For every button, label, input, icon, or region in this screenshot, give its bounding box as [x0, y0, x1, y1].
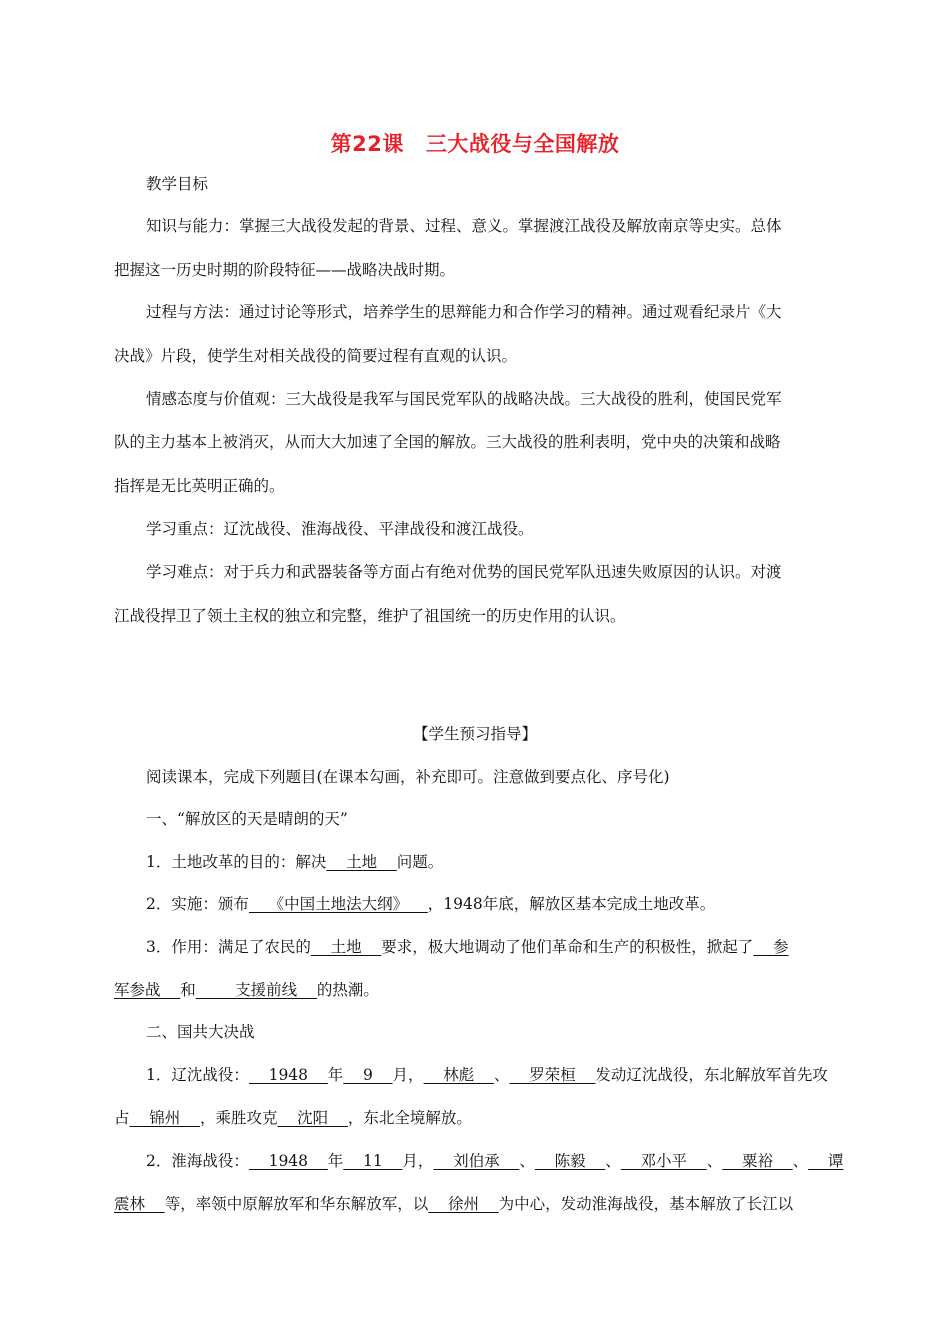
s1-question-1: 1．土地改革的目的：解决 土地 问题。 [146, 853, 444, 871]
process-line-1: 过程与方法：通过讨论等形式，培养学生的思辩能力和合作学习的精神。通过观看纪录片《大 [146, 303, 782, 321]
section-1-title: 一、“解放区的天是晴朗的天” [146, 810, 348, 828]
lesson-number: 第22课 [330, 132, 404, 156]
preview-heading: 【学生预习指导】 [412, 725, 537, 743]
answer-blank: 锦州 [129, 1109, 200, 1127]
answer-blank: 邓小平 [620, 1152, 707, 1170]
difficulty-line-2: 江战役捍卫了领土主权的独立和完整，维护了祖国统一的历史作用的认识。 [114, 607, 626, 625]
process-line-2: 决战》片段，使学生对相关战役的简要过程有直观的认识。 [114, 347, 518, 365]
lesson-title [0, 128, 950, 158]
preview-intro: 阅读课本，完成下列题目(在课本勾画，补充即可。注意做到要点化、序号化) [146, 768, 670, 786]
answer-blank: 土地 [310, 938, 382, 956]
section-2-title: 二、国共大决战 [146, 1023, 255, 1041]
answer-blank: 土地 [326, 853, 397, 871]
emotion-line-3: 指挥是无比英明正确的。 [114, 477, 285, 495]
answer-blank: 沈阳 [277, 1109, 348, 1127]
answer-blank: 粟裕 [722, 1152, 793, 1170]
answer-blank: 军参战 [114, 981, 181, 999]
answer-blank: 《中国土地法大纲》 [248, 895, 428, 913]
key-points: 学习重点：辽沈战役、淮海战役、平津战役和渡江战役。 [146, 520, 534, 538]
s1-question-3-line-1: 3．作用：满足了农民的 土地 要求，极大地调动了他们革命和生产的积极性，掀起了 参 [146, 938, 789, 956]
answer-blank: 陈毅 [534, 1152, 606, 1170]
answer-blank: 林彪 [423, 1066, 494, 1084]
s2-question-1-line-1: 1．辽沈战役： 1948 年 9 月， 林彪 、 罗荣桓 发动辽沈战役，东北解放军首先攻 [146, 1066, 828, 1084]
answer-blank: 支援前线 [195, 981, 317, 999]
s1-question-2: 2．实施：颁布 《中国土地法大纲》 ，1948年底，解放区基本完成土地改革。 [146, 895, 716, 913]
answer-blank: 谭 [808, 1152, 844, 1170]
s2-question-2-line-2: 震林 等，率领中原解放军和华东解放军，以 徐州 为中心，发动淮海战役，基本解放了长江以 [114, 1195, 794, 1213]
answer-blank: 刘伯承 [433, 1152, 520, 1170]
answer-blank: 1948 [248, 1066, 328, 1084]
answer-blank: 徐州 [428, 1195, 499, 1213]
answer-blank: 9 [343, 1066, 393, 1084]
answer-blank: 震林 [114, 1195, 165, 1213]
answer-blank: 11 [343, 1152, 403, 1170]
knowledge-line-1: 知识与能力：掌握三大战役发起的背景、过程、意义。掌握渡江战役及解放南京等史实。总体 [146, 217, 782, 235]
goals-heading: 教学目标 [146, 175, 209, 193]
difficulty-line-1: 学习难点：对于兵力和武器装备等方面占有绝对优势的国民党军队迅速失败原因的认识。对渡 [146, 563, 782, 581]
answer-blank: 参 [753, 938, 789, 956]
knowledge-line-2: 把握这一历史时期的阶段特征——战略决战时期。 [114, 261, 456, 279]
answer-blank: 罗荣桓 [509, 1066, 596, 1084]
s1-question-3-line-2: 军参战 和 支援前线 的热潮。 [114, 981, 379, 999]
answer-blank: 1948 [248, 1152, 328, 1170]
lesson-name: 三大战役与全国解放 [425, 132, 620, 156]
emotion-line-1: 情感态度与价值观：三大战役是我军与国民党军队的战略决战。三大战役的胜利，使国民党军 [146, 390, 782, 408]
s2-question-1-line-2: 占 锦州 ，乘胜攻克 沈阳 ，东北全境解放。 [114, 1109, 472, 1127]
s2-question-2-line-1: 2．淮海战役： 1948 年 11 月， 刘伯承 、 陈毅 、 邓小平 、 粟裕 、 谭 [146, 1152, 844, 1170]
emotion-line-2: 队的主力基本上被消灭，从而大大加速了全国的解放。三大战役的胜利表明，党中央的决策和战略 [114, 433, 781, 451]
